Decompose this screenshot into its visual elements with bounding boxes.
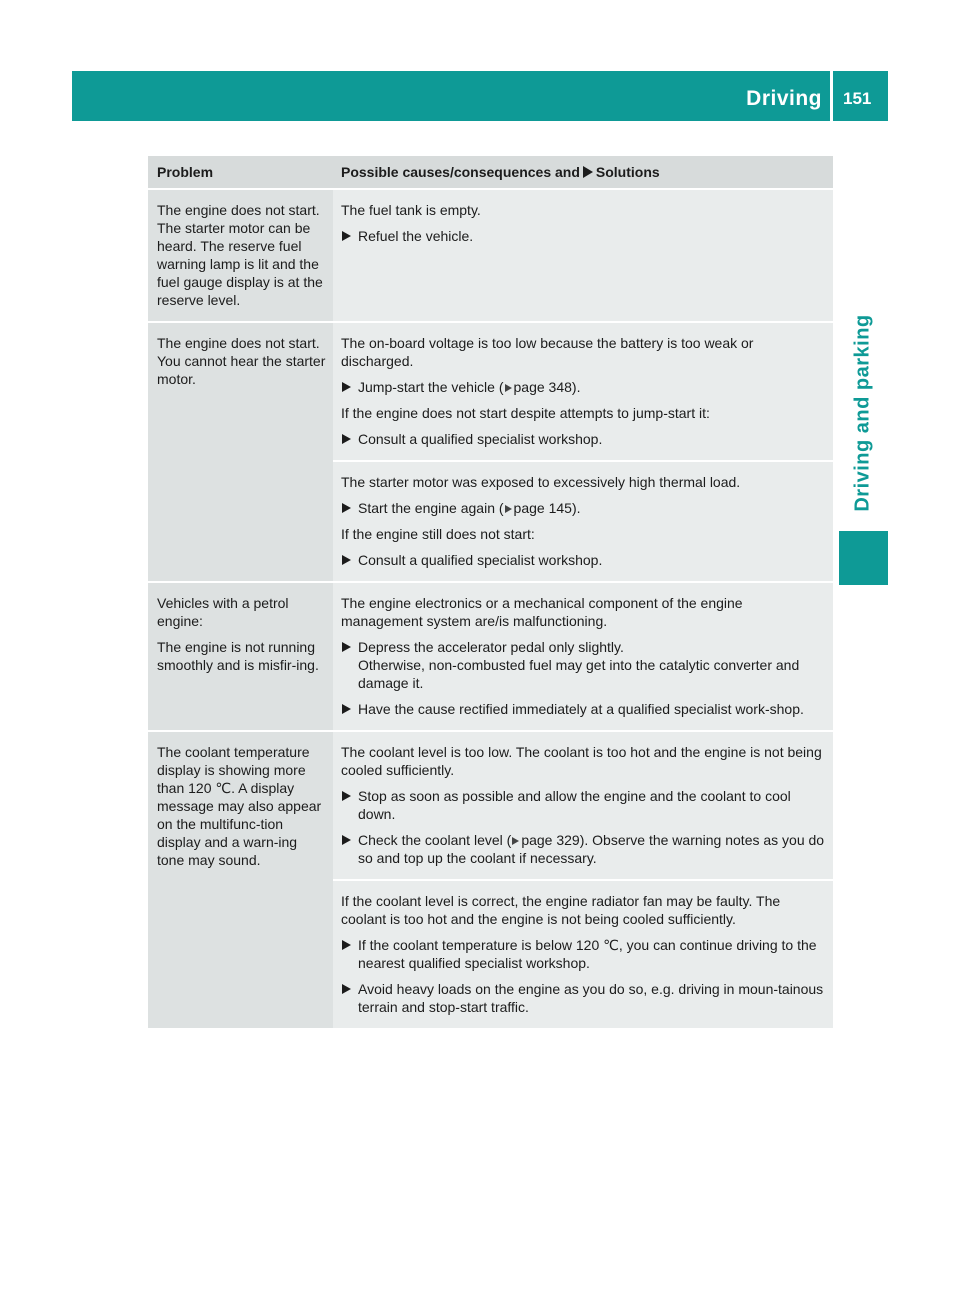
chapter-tab-label: Driving and parking	[851, 314, 874, 512]
action-arrow-icon	[342, 503, 351, 513]
section-title: Driving	[746, 87, 822, 110]
problem-cell	[148, 321, 333, 581]
action-step	[341, 551, 827, 569]
chapter-tab-marker	[839, 531, 888, 585]
step-text: Depress the accelerator pedal only slightly.	[358, 639, 624, 655]
cause-text: The engine electronics or a mechanical component of the engine management system are/is malfunctioning.	[341, 595, 743, 629]
action-step	[341, 787, 827, 823]
page-reference-icon	[512, 837, 519, 845]
table-row	[148, 581, 833, 730]
column-header-solutions-text: Possible causes/consequences and	[341, 164, 580, 180]
action-arrow-icon	[342, 835, 351, 845]
column-header-problem: Problem	[148, 156, 333, 188]
page-reference-icon	[505, 505, 512, 513]
action-arrow-icon	[342, 791, 351, 801]
page-reference-icon	[505, 384, 512, 392]
action-arrow-icon	[342, 704, 351, 714]
cause-text: If the coolant level is correct, the engine radiator fan may be faulty. The coolant is too hot and the engine is not being cooled sufficiently.	[341, 893, 781, 927]
table-header-row	[148, 156, 833, 188]
step-text: Start the engine again (	[358, 500, 504, 516]
step-text: Consult a qualified specialist workshop.	[358, 431, 603, 447]
column-header-solutions	[333, 156, 833, 188]
solution-cell	[333, 879, 833, 1028]
problem-text: The engine does not start. The starter motor can be heard. The reserve fuel warning lamp is lit and the fuel gauge display is at the reserve level.	[157, 202, 323, 308]
solution-cell	[333, 730, 833, 879]
step-text: ).	[571, 379, 581, 395]
troubleshooting-table	[148, 156, 833, 1028]
step-text: Consult a qualified specialist workshop.	[358, 552, 603, 568]
step-text: Check the coolant level (	[358, 832, 512, 848]
cause-text: The coolant level is too low. The coolant is too hot and the engine is not being cooled sufficiently.	[341, 744, 822, 778]
solution-cell	[333, 321, 833, 460]
action-arrow-icon	[342, 940, 351, 950]
action-arrow-icon	[342, 434, 351, 444]
step-text: Jump-start the vehicle (	[358, 379, 504, 395]
step-text: Stop as soon as possible and allow the engine and the coolant to cool down.	[358, 788, 791, 822]
problem-cell	[148, 581, 333, 730]
action-arrow-icon	[342, 555, 351, 565]
cause-text: If the engine still does not start:	[341, 526, 535, 542]
cause-text: The fuel tank is empty.	[341, 202, 481, 218]
cause-text: The on-board voltage is too low because the battery is too weak or discharged.	[341, 335, 754, 369]
step-text: Refuel the vehicle.	[358, 228, 474, 244]
page-reference: page 145	[513, 500, 572, 516]
solution-cell	[333, 188, 833, 321]
problem-text: The engine is not running smoothly and is misfir-ing.	[157, 639, 319, 673]
cause-text: The starter motor was exposed to excessively high thermal load.	[341, 474, 741, 490]
problem-text: Vehicles with a petrol engine:	[157, 595, 289, 629]
page-number: 151	[843, 89, 872, 108]
step-text: ). Observe the warning notes as you do so and top up the coolant if necessary.	[358, 832, 825, 866]
page-reference: page 329	[521, 832, 580, 848]
action-arrow-icon	[342, 984, 351, 994]
step-text: Have the cause rectified immediately at a qualified specialist work-shop.	[358, 701, 804, 717]
action-step	[341, 980, 827, 1016]
table-body	[148, 188, 833, 1028]
action-step	[341, 831, 827, 867]
action-arrow-icon	[342, 382, 351, 392]
action-step	[341, 700, 827, 718]
action-arrow-icon	[342, 642, 351, 652]
problem-text: The coolant temperature display is showing more than 120 ℃. A display message may also appear on the multifunc-tion display and a warn-ing tone may sound.	[157, 744, 322, 868]
table-row	[148, 730, 833, 879]
solution-cell	[333, 581, 833, 730]
header-divider	[830, 71, 833, 121]
step-text: ).	[571, 500, 581, 516]
table-row	[148, 188, 833, 321]
problem-cell	[148, 730, 333, 1028]
table-row	[148, 321, 833, 460]
action-step	[341, 638, 827, 692]
action-step	[341, 378, 827, 396]
action-step	[341, 430, 827, 448]
action-arrow-icon	[583, 166, 593, 178]
column-header-solutions-suffix: Solutions	[595, 164, 660, 180]
solution-cell	[333, 460, 833, 581]
step-text: Avoid heavy loads on the engine as you do so, e.g. driving in moun-tainous terrain and stop-start traffic.	[358, 981, 824, 1015]
action-step	[341, 499, 827, 517]
step-text: If the coolant temperature is below 120 ℃, you can continue driving to the nearest qualified specialist workshop.	[358, 937, 817, 971]
action-arrow-icon	[342, 231, 351, 241]
page-header	[72, 71, 888, 121]
action-step	[341, 936, 827, 972]
problem-text: The engine does not start. You cannot hear the starter motor.	[157, 335, 326, 387]
cause-text: If the engine does not start despite attempts to jump-start it:	[341, 405, 710, 421]
page-reference: page 348	[513, 379, 572, 395]
problem-cell	[148, 188, 333, 321]
step-note: Otherwise, non-combusted fuel may get into the catalytic converter and damage it.	[358, 657, 800, 691]
action-step	[341, 227, 827, 245]
